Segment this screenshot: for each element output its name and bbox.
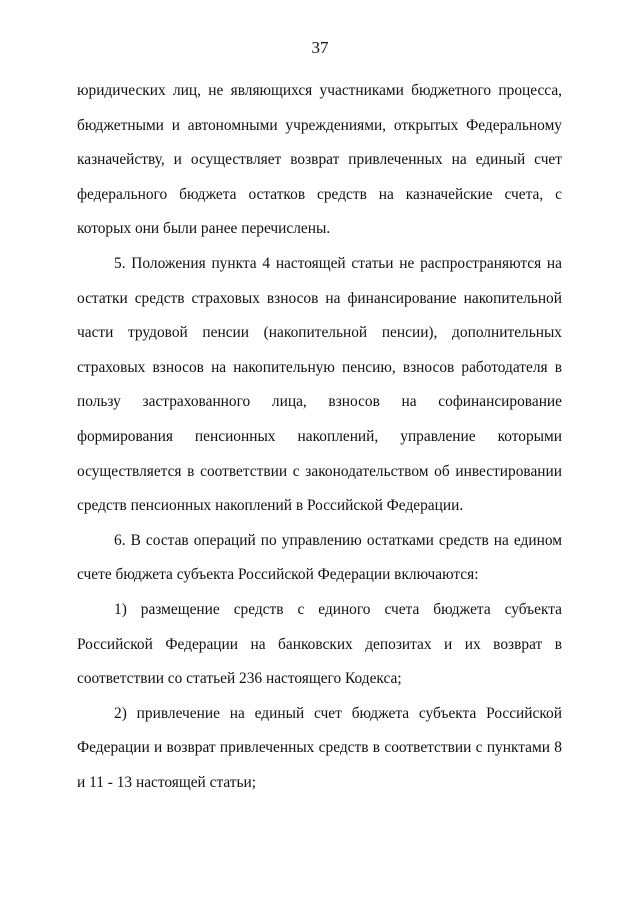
page-number: 37 bbox=[311, 38, 329, 57]
paragraph-subitem-2: 2) привлечение на единый счет бюджета субъекта Российской Федерации и возврат привлеченных средств в соответствии с пунктами 8 и 11 - 13 настоящей статьи; bbox=[77, 704, 562, 791]
paragraph-item-5: 5. Положения пункта 4 настоящей статьи не распространяются на остатки средств страховых взносов на финансирование накопительной части трудовой пенсии (накопительной пенсии), дополнительных страховых взносов на накопительную пенсию, взносов работодателя в пользу застрахованного лица, взносов на софинансирование формирования пенсионных накоплений, управление которыми осуществляется в соответствии с законодательством об инвестировании средств пенсионных накоплений в Российской Федерации. bbox=[77, 254, 562, 515]
document-body bbox=[77, 74, 562, 800]
paragraph-subitem-1: 1) размещение средств с единого счета бюджета субъекта Российской Федерации на банковских депозитах и их возврат в соответствии со статьей 236 настоящего Кодекса; bbox=[77, 600, 562, 688]
paragraph-continuation: юридических лиц, не являющихся участниками бюджетного процесса, бюджетными и автономными учреждениями, открытых Федеральному казначейству, и осуществляет возврат привлеченных на единый счет федерального бюджета остатков средств на казначейские счета, с которых они были ранее перечислены. bbox=[77, 82, 562, 238]
paragraph-item-6: 6. В состав операций по управлению остатками средств на едином счете бюджета субъекта Российской Федерации включаются: bbox=[77, 531, 562, 584]
